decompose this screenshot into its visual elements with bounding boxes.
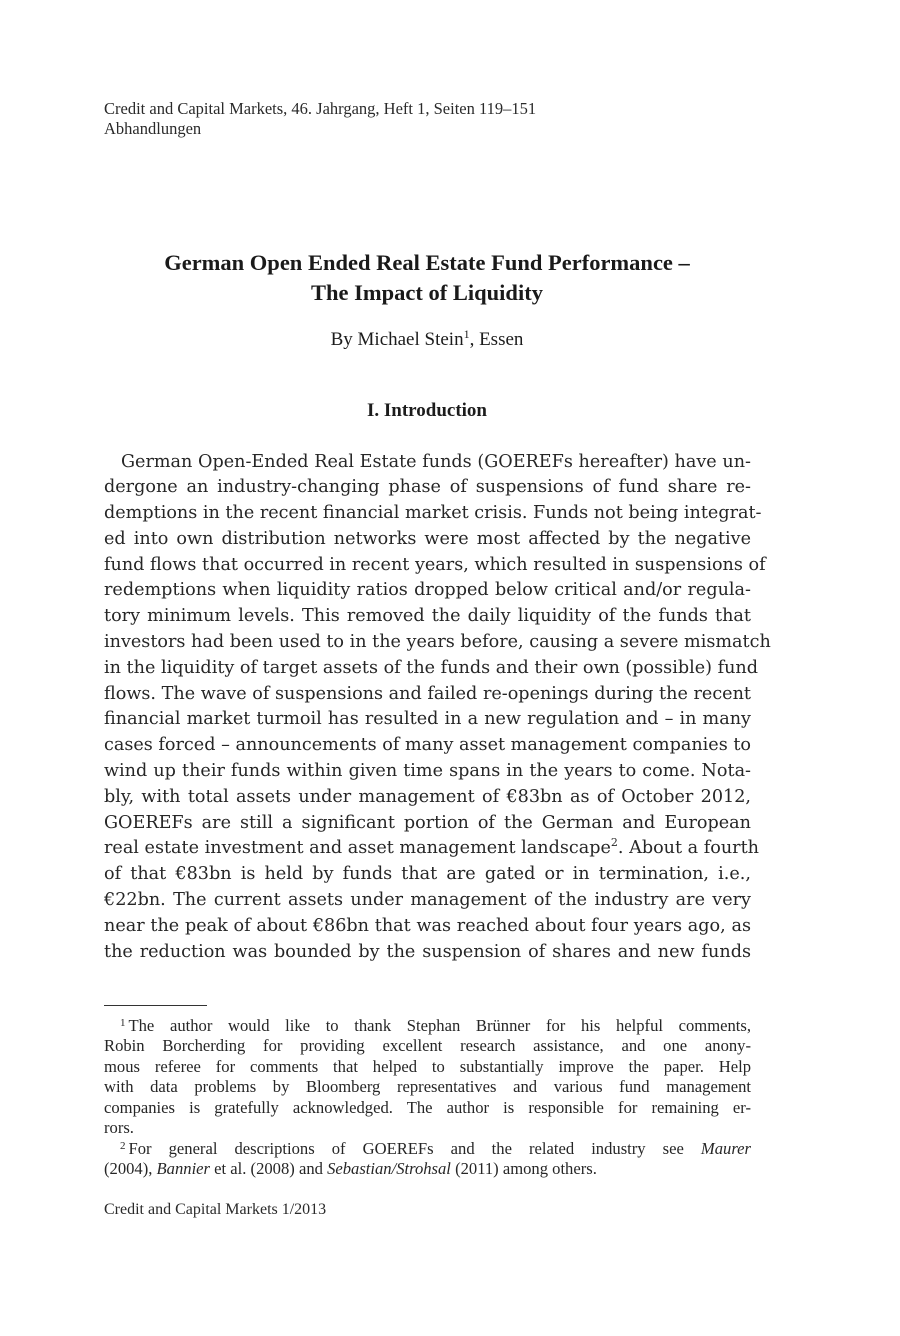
journal-citation: Credit and Capital Markets, 46. Jahrgang, Heft 1, Seiten 119–151 — [104, 99, 537, 118]
body-line: tory minimum levels. This removed the daily liquidity of the funds that — [104, 606, 751, 627]
footnote-ref-1: 1 — [463, 327, 470, 341]
footnote-text: For general descriptions of GOEREFs and the related industry see — [128, 1139, 701, 1158]
author-byline — [104, 327, 750, 353]
footnote-line — [104, 1139, 751, 1159]
body-line: financial market turmoil has resulted in a new regulation and – in many — [104, 709, 751, 730]
body-line: wind up their funds within given time spans in the years to come. Nota- — [104, 761, 751, 782]
body-line: cases forced – announcements of many asset management companies to — [104, 735, 751, 756]
body-line: in the liquidity of target assets of the funds and their own (possible) fund — [104, 657, 759, 678]
footnote-line: Robin Borcherding for providing excellent research assistance, and one anony- — [104, 1036, 751, 1056]
body-line: demptions in the recent financial market crisis. Funds not being integrat- — [104, 503, 762, 524]
footnote-ref-2: 2 — [610, 836, 618, 850]
body-text-segment: . About a fourth — [617, 838, 759, 859]
article-category: Abhandlungen — [104, 119, 202, 138]
article-title — [104, 248, 750, 307]
body-line: dergone an industry-changing phase of suspensions of fund share re- — [104, 477, 751, 498]
body-line: German Open-Ended Real Estate funds (GOEREFs hereafter) have un- — [121, 451, 751, 472]
footnote-line: with data problems by Bloomberg representatives and various fund management — [104, 1077, 751, 1097]
body-text — [104, 450, 771, 966]
body-line: the reduction was bounded by the suspension of shares and new funds — [104, 941, 751, 962]
body-line: fund flows that occurred in recent years, which resulted in suspensions of — [104, 554, 766, 575]
cited-author: Bannier — [156, 1159, 211, 1179]
page-footer: Credit and Capital Markets 1/2013 — [104, 1201, 327, 1218]
footnote-rule — [104, 1005, 207, 1006]
footnote-line: companies is gratefully acknowledged. The author is responsible for remaining er- — [104, 1097, 751, 1117]
footnote-mark: 1 — [120, 1017, 126, 1029]
body-line: GOEREFs are still a significant portion of the German and European — [104, 812, 751, 833]
footnote-1 — [104, 1016, 751, 1138]
footnote-line — [104, 1159, 751, 1179]
footnote-mark: 2 — [120, 1140, 126, 1152]
body-line-with-ref — [104, 836, 759, 862]
body-line: near the peak of about €86bn that was reached about four years ago, as — [104, 915, 751, 936]
footnote-text: The author would like to thank Stephan Brünner for his helpful comments, — [128, 1016, 751, 1035]
journal-header — [104, 99, 804, 139]
body-line: of that €83bn is held by funds that are gated or in termination, i.e., — [104, 864, 751, 885]
body-line: €22bn. The current assets under management of the industry are very — [104, 890, 751, 911]
body-text-segment: real estate investment and asset management landscape — [104, 838, 611, 859]
body-line: bly, with total assets under management of €83bn as of October 2012, — [104, 786, 751, 807]
author-location: , Essen — [469, 329, 524, 350]
body-line: redemptions when liquidity ratios dropped below critical and/or regula- — [104, 580, 751, 601]
author-name: By Michael Stein — [330, 329, 464, 350]
body-line: investors had been used to in the years before, causing a severe mismatch — [104, 632, 771, 653]
footnote-line — [104, 1016, 751, 1036]
body-line: flows. The wave of suspensions and failed re-openings during the recent — [104, 683, 751, 704]
cited-author: Maurer — [700, 1139, 751, 1158]
footnote-line: rors. — [104, 1117, 134, 1137]
footnote-text: (2011) among others. — [450, 1159, 597, 1179]
body-line: ed into own distribution networks were most affected by the negative — [104, 528, 751, 549]
title-line-1: German Open Ended Real Estate Fund Performance – — [164, 250, 690, 275]
footnote-text: (2004), — [104, 1159, 157, 1179]
section-heading: I. Introduction — [366, 400, 487, 421]
footnote-line: mous referee for comments that helped to substantially improve the paper. Help — [104, 1056, 751, 1076]
cited-author: Sebastian/Strohsal — [327, 1159, 451, 1179]
footnote-text: et al. (2008) and — [210, 1159, 328, 1179]
title-line-2: The Impact of Liquidity — [311, 279, 543, 305]
footnote-2 — [104, 1139, 751, 1180]
